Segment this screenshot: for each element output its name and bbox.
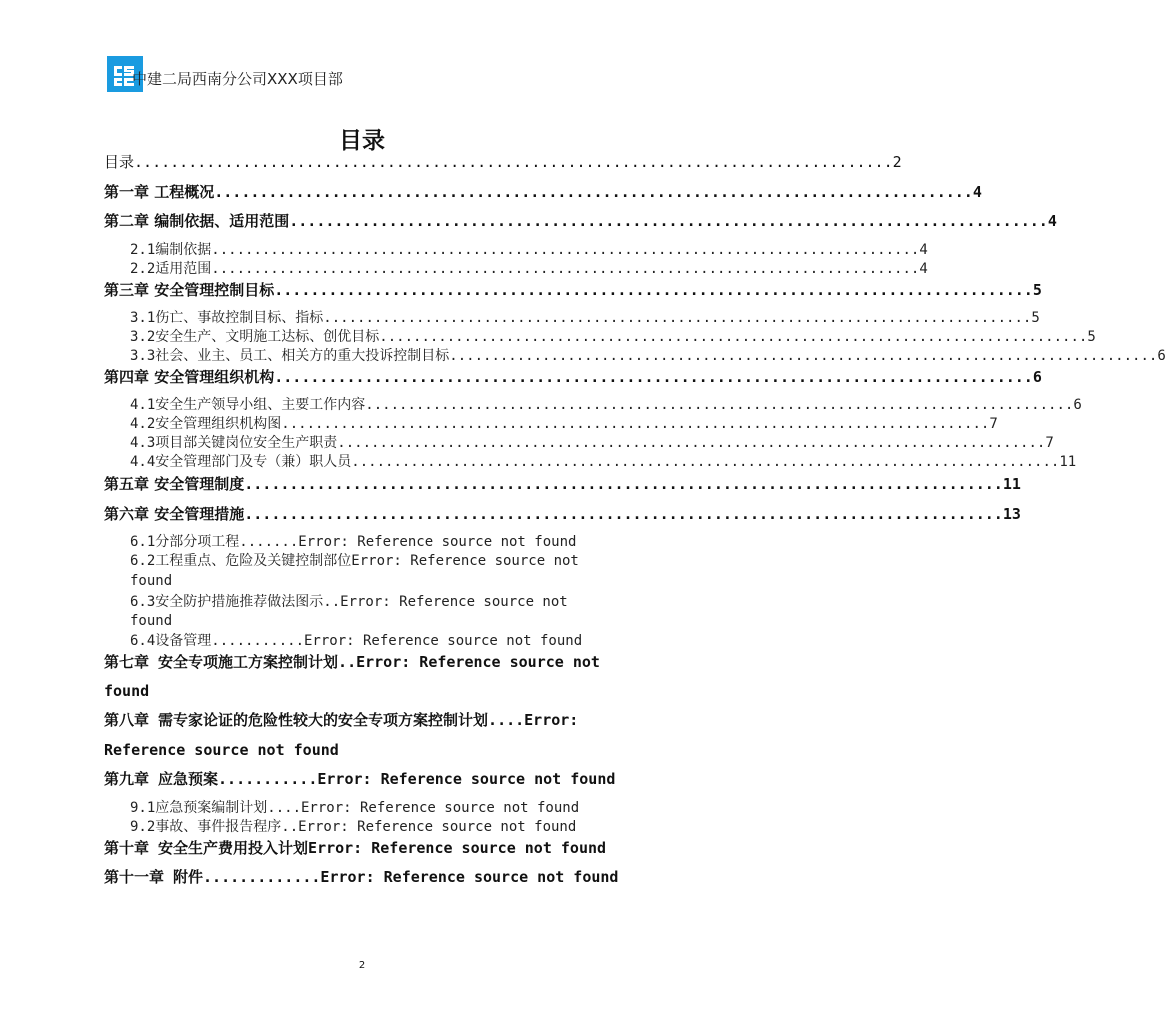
- toc-entry-label: 第三章 安全管理控制目标: [104, 281, 275, 299]
- toc-entry-label: 3.3社会、业主、员工、相关方的重大投诉控制目标: [130, 348, 450, 364]
- toc-entry-label: 4.4安全管理部门及专（兼）职人员: [130, 454, 352, 470]
- toc-entry-broken-cont: found: [130, 613, 173, 629]
- toc-entry-page: 4: [919, 261, 928, 277]
- toc-entry-label: 4.2安全管理组织机构图: [130, 416, 282, 432]
- leader-dots: ....................................................................................: [214, 183, 973, 201]
- leader-dots: ....................................................................................: [449, 348, 1158, 364]
- toc-entry[interactable]: [104, 367, 1042, 387]
- leader-dots: ....................................................................................: [365, 397, 1074, 413]
- toc-entry-page: 13: [1002, 505, 1021, 523]
- toc-entry-label: 2.2适用范围: [130, 261, 212, 277]
- toc-entry[interactable]: [104, 474, 1021, 494]
- leader-dots: ....................................................................................: [323, 310, 1032, 326]
- toc-entry[interactable]: [130, 346, 1166, 366]
- leader-dots: ....................................................................................: [211, 242, 920, 258]
- toc-entry-broken[interactable]: 第十一章 附件.............Error: Reference source not found: [104, 868, 619, 886]
- toc-entry-broken[interactable]: 9.2事故、事件报告程序..Error: Reference source not found: [130, 819, 577, 835]
- toc-entry-page: 2: [892, 153, 902, 171]
- toc-entry[interactable]: [130, 414, 998, 434]
- toc-entry[interactable]: [104, 152, 902, 172]
- leader-dots: ....................................................................................: [281, 416, 990, 432]
- toc-entry[interactable]: [104, 280, 1042, 300]
- toc-entry-label: 4.1安全生产领导小组、主要工作内容: [130, 397, 366, 413]
- toc-title: 目录: [339, 128, 385, 154]
- page-number: 2: [358, 960, 366, 971]
- toc-entry[interactable]: [104, 182, 982, 202]
- toc-entry-page: 7: [989, 416, 998, 432]
- toc-entry-broken[interactable]: 9.1应急预案编制计划....Error: Reference source not found: [130, 800, 580, 816]
- toc-entry-broken[interactable]: 6.2工程重点、危险及关键控制部位Error: Reference source not: [130, 553, 579, 569]
- toc-entry[interactable]: [130, 308, 1040, 328]
- toc-entry-page: 5: [1031, 310, 1040, 326]
- toc-entry-page: 6: [1032, 368, 1042, 386]
- toc-entry-label: 第二章 编制依据、适用范围: [104, 212, 290, 230]
- toc-entry-label: 4.3项目部关键岗位安全生产职责: [130, 435, 338, 451]
- toc-entry-label: 目录: [104, 153, 135, 171]
- toc-entry-label: 第六章 安全管理措施: [104, 505, 245, 523]
- toc-entry-broken-cont: Reference source not found: [104, 741, 339, 759]
- leader-dots: ....................................................................................: [244, 475, 1003, 493]
- leader-dots: ....................................................................................: [379, 329, 1088, 345]
- toc-entry-broken[interactable]: 6.1分部分项工程.......Error: Reference source not found: [130, 534, 577, 550]
- toc-entry-page: 11: [1002, 475, 1021, 493]
- toc-entry-broken-cont: found: [104, 682, 150, 700]
- toc-entry-label: 第四章 安全管理组织机构: [104, 368, 275, 386]
- toc-entry-broken-cont: found: [130, 573, 173, 589]
- toc-entry-broken[interactable]: 第十章 安全生产费用投入计划Error: Reference source not found: [104, 839, 607, 857]
- toc-entry-label: 3.1伤亡、事故控制目标、指标: [130, 310, 324, 326]
- leader-dots: ....................................................................................: [211, 261, 920, 277]
- toc-entry-broken[interactable]: 6.4设备管理...........Error: Reference source not found: [130, 633, 583, 649]
- toc-entry-broken[interactable]: 第九章 应急预案...........Error: Reference source not found: [104, 770, 616, 788]
- toc-entry-label: 第五章 安全管理制度: [104, 475, 245, 493]
- leader-dots: ....................................................................................: [274, 281, 1033, 299]
- toc-entry-page: 5: [1087, 329, 1096, 345]
- toc-entry-page: 6: [1073, 397, 1082, 413]
- toc-entry-page: 5: [1032, 281, 1042, 299]
- leader-dots: ....................................................................................: [351, 454, 1060, 470]
- toc-entry[interactable]: [130, 452, 1077, 472]
- toc-entry-page: 4: [1047, 212, 1057, 230]
- toc-entry[interactable]: [130, 240, 928, 260]
- toc-entry-page: 4: [919, 242, 928, 258]
- toc-entry-broken[interactable]: 6.3安全防护措施推荐做法图示..Error: Reference source not: [130, 594, 568, 610]
- toc-entry-label: 第一章 工程概况: [104, 183, 215, 201]
- leader-dots: ....................................................................................: [134, 153, 893, 171]
- leader-dots: ....................................................................................: [289, 212, 1048, 230]
- toc-entry[interactable]: [130, 395, 1082, 415]
- toc-entry-page: 4: [972, 183, 982, 201]
- toc-entry-label: 3.2安全生产、文明施工达标、创优目标: [130, 329, 380, 345]
- toc-entry[interactable]: [130, 327, 1096, 347]
- leader-dots: ....................................................................................: [274, 368, 1033, 386]
- toc-entry-page: 7: [1045, 435, 1054, 451]
- company-name: 中建二局西南分公司XXX项目部: [132, 70, 343, 88]
- leader-dots: ....................................................................................: [337, 435, 1046, 451]
- toc-entry[interactable]: [104, 211, 1057, 231]
- toc-entry[interactable]: [130, 433, 1054, 453]
- toc-entry-page: 11: [1059, 454, 1077, 470]
- toc-entry-label: 2.1编制依据: [130, 242, 212, 258]
- toc-entry[interactable]: [130, 259, 928, 279]
- toc-entry-broken[interactable]: 第八章 需专家论证的危险性较大的安全专项方案控制计划....Error:: [104, 711, 579, 729]
- toc-entry-page: 6: [1157, 348, 1166, 364]
- toc-entry-broken[interactable]: 第七章 安全专项施工方案控制计划..Error: Reference source not: [104, 653, 600, 671]
- leader-dots: ....................................................................................: [244, 505, 1003, 523]
- toc-entry[interactable]: [104, 504, 1021, 524]
